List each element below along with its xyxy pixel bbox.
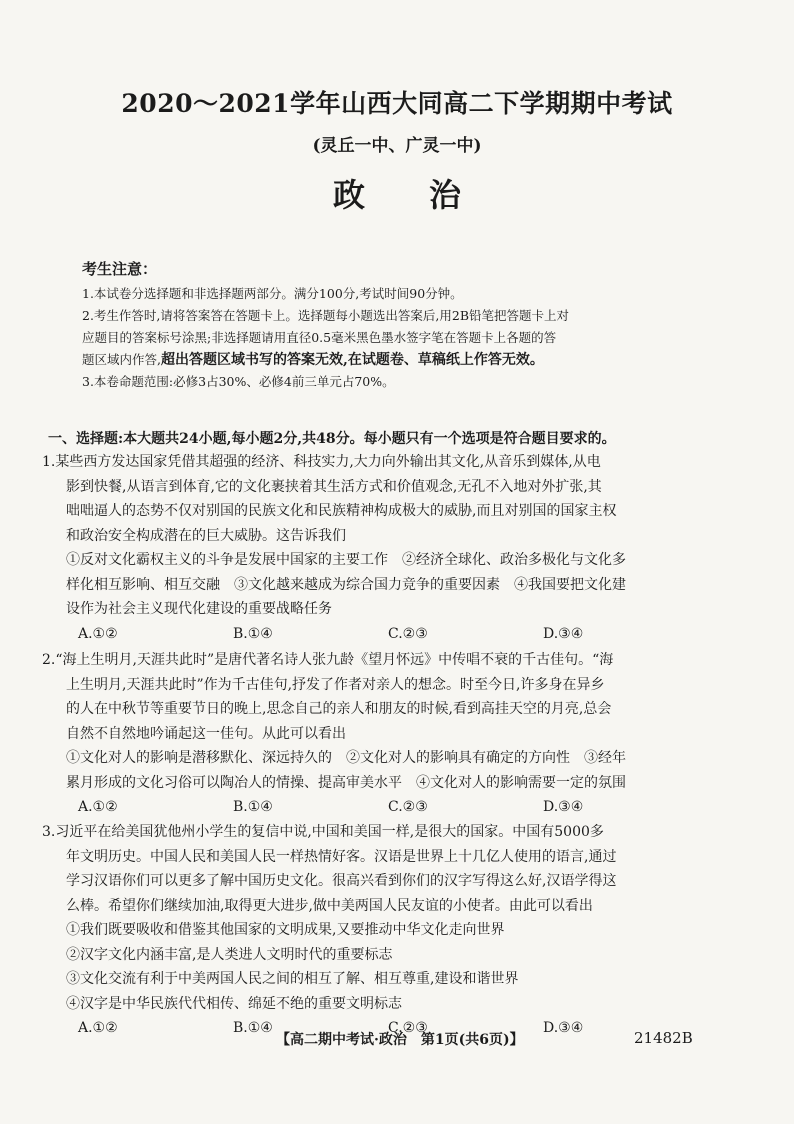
- question-line: 么棒。希望你们继续加油,取得更大进步,做中美两国人民友谊的小使者。由此可以看出: [66, 897, 593, 914]
- exam-subtitle: (灵丘一中、广灵一中): [312, 136, 482, 156]
- question-line: ③文化交流有利于中美两国人民之间的相互了解、相互尊重,建设和谐世界: [66, 971, 519, 987]
- question-line: 自然不自然地吟诵起这一佳句。从此可以看出: [66, 725, 346, 742]
- section-header: 一、选择题:本大题共24小题,每小题2分,共48分。每小题只有一个选项是符合题目要求的。: [48, 431, 616, 447]
- footer-code: 21482B: [634, 1029, 693, 1047]
- answer-choices: [42, 622, 766, 647]
- question-line: ①文化对人的影响是潜移默化、深远持久的 ②文化对人的影响具有确定的方向性 ③经年: [66, 750, 626, 766]
- question-2: [42, 648, 766, 820]
- question-line: 3.习近平在给美国犹他州小学生的复信中说,中国和美国一样,是很大的国家。中国有5000多: [42, 824, 604, 840]
- notice-item-2: 2.考生作答时,请将答案答在答题卡上。选择题每小题选出答案后,用2B铅笔把答题卡上对: [82, 308, 570, 323]
- question-line: 样化相互影响、相互交融 ③文化越来越成为综合国力竞争的重要因素 ④我国要把文化建: [66, 576, 626, 593]
- exam-title: 2020～2021学年山西大同高二下学期期中考试: [121, 89, 673, 118]
- choice-a: A.①②: [78, 799, 118, 815]
- question-line: 学习汉语你们可以更多了解中国历史文化。很高兴看到你们的汉字写得这么好,汉语学得这: [66, 873, 617, 889]
- question-line: ①反对文化霸权主义的斗争是发展中国家的主要工作 ②经济全球化、政治多极化与文化多: [66, 552, 626, 568]
- candidate-notice: [82, 258, 722, 393]
- choice-a: A.①②: [78, 625, 118, 642]
- page-footer: [0, 1029, 794, 1053]
- notice-item-2-end: [82, 349, 722, 371]
- question-line: ②汉字文化内涵丰富,是人类进人文明时代的重要标志: [66, 946, 393, 963]
- question-line: 设作为社会主义现代化建设的重要战略任务: [66, 601, 332, 617]
- choice-d: D.③④: [543, 625, 584, 642]
- question-line: 累月形成的文化习俗可以陶冶人的情操、提高审美水平 ④文化对人的影响需要一定的氛围: [66, 774, 626, 791]
- notice-item-2-tail: 题区域内作答,: [82, 352, 161, 367]
- question-line: ④汉字是中华民族代代相传、绵延不绝的重要文明标志: [66, 995, 402, 1012]
- notice-item-3: 3.本卷命题范围:必修3占30%、必修4前三单元占70%。: [82, 374, 395, 389]
- question-3: [42, 820, 766, 1041]
- question-line: 咄咄逼人的态势不仅对别国的民族文化和民族精神构成极大的威胁,而且对别国的国家主权: [66, 503, 617, 519]
- choice-b: B.①④: [233, 1020, 273, 1036]
- choice-c: C.②③: [388, 625, 428, 642]
- question-line: 2.“海上生明月,天涯共此时”是唐代著名诗人张九龄《望月怀远》中传唱不衰的千古佳句。“海: [42, 652, 614, 668]
- choice-a: A.①②: [78, 1020, 118, 1036]
- notice-item-1: 1.本试卷分选择题和非选择题两部分。满分100分,考试时间90分钟。: [82, 286, 463, 301]
- question-line: 的人在中秋节等重要节日的晚上,思念自己的亲人和朋友的时候,看到高挂天空的月亮,总会: [66, 701, 612, 717]
- question-line: 和政治安全构成潜在的巨大威胁。这告诉我们: [66, 527, 346, 544]
- choice-b: B.①④: [233, 625, 273, 642]
- footer-page-info: 【高二期中考试·政治 第1页(共6页)】: [276, 1032, 524, 1048]
- choice-d: D.③④: [543, 1020, 584, 1036]
- question-1: [42, 450, 766, 646]
- question-line: 影到快餐,从语言到体育,它的文化裹挟着其生活方式和价值观念,无孔不入地对外扩张,其: [66, 478, 602, 495]
- question-line: ①我们既要吸收和借鉴其他国家的文明成果,又要推动中华文化走向世界: [66, 922, 505, 938]
- answer-choices: [42, 795, 766, 820]
- choice-d: D.③④: [543, 799, 584, 815]
- choice-b: B.①④: [233, 799, 273, 815]
- choice-c: C.②③: [388, 799, 428, 815]
- notice-title: 考生注意：: [82, 260, 158, 278]
- choice-c: C.②③: [388, 1020, 428, 1036]
- notice-emphasis: 超出答题区域书写的答案无效,在试题卷、草稿纸上作答无效。: [160, 352, 544, 368]
- question-line: 1.某些西方发达国家凭借其超强的经济、科技实力,大力向外输出其文化,从音乐到媒体,从电: [42, 454, 601, 470]
- subject-title: 政 治: [332, 176, 461, 214]
- question-line: 年文明历史。中国人民和美国人民一样热情好客。汉语是世界上十几亿人使用的语言,通过: [66, 848, 617, 865]
- question-line: 上生明月,天涯共此时”作为千古佳句,抒发了作者对亲人的想念。时至今日,许多身在异乡: [66, 676, 605, 693]
- notice-item-2-cont: 应题目的答案标号涂黑;非选择题请用直径0.5毫米黑色墨水签字笔在答题卡上各题的答: [82, 330, 557, 345]
